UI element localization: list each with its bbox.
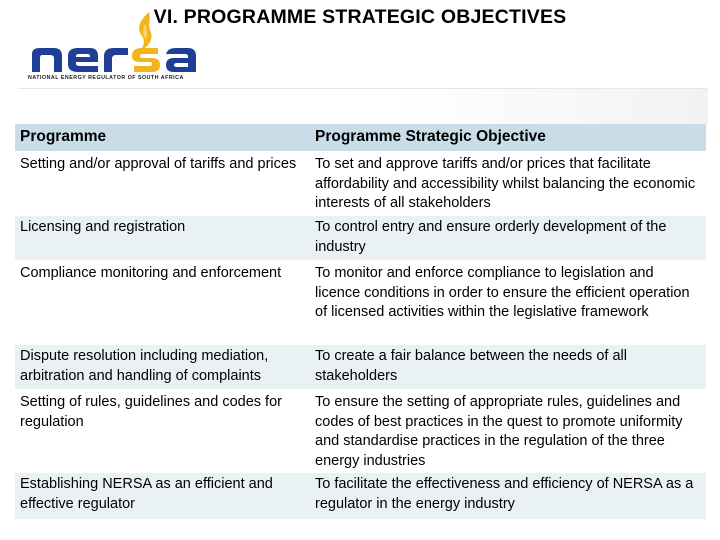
objective-cell: To monitor and enforce compliance to legislation and licence conditions in order to ensure the efficient operation of licensed activities within the legislative framework <box>315 265 690 320</box>
programme-cell: Establishing NERSA as an efficient and effective regulator <box>20 476 273 512</box>
slide-title: VI. PROGRAMME STRATEGIC OBJECTIVES <box>153 6 567 28</box>
table-row <box>15 260 706 343</box>
programme-cell: Licensing and registration <box>20 219 186 235</box>
programme-cell: Dispute resolution including mediation, arbitration and handling of complaints <box>20 348 269 384</box>
programme-cell: Setting and/or approval of tariffs and prices <box>20 156 297 172</box>
table-row <box>15 343 706 389</box>
table-row <box>15 214 706 260</box>
title-bar <box>18 88 708 124</box>
programme-cell: Setting of rules, guidelines and codes for regulation <box>20 394 282 430</box>
objective-cell: To control entry and ensure orderly development of the industry <box>315 219 667 255</box>
objective-cell: To set and approve tariffs and/or prices that facilitate affordability and accessibility whilst balancing the economic interests of all stakeholders <box>315 156 696 211</box>
header-objective: Programme Strategic Objective <box>315 128 546 145</box>
table-row <box>15 471 706 519</box>
logo-tagline: NATIONAL ENERGY REGULATOR OF SOUTH AFRICA <box>28 75 184 81</box>
header-programme: Programme <box>20 128 107 145</box>
objective-cell: To create a fair balance between the needs of all stakeholders <box>315 348 627 384</box>
programme-cell: Compliance monitoring and enforcement <box>20 265 282 281</box>
objective-cell: To facilitate the effectiveness and efficiency of NERSA as a regulator in the energy industry <box>315 476 694 512</box>
objective-cell: To ensure the setting of appropriate rules, guidelines and codes of best practices in the quest to promote uniformity and standardise practices in the regulation of the three energy industries <box>315 394 683 469</box>
table-header-row <box>15 124 706 151</box>
objectives-table <box>15 124 706 519</box>
table-row <box>15 151 706 214</box>
table-row <box>15 389 706 471</box>
